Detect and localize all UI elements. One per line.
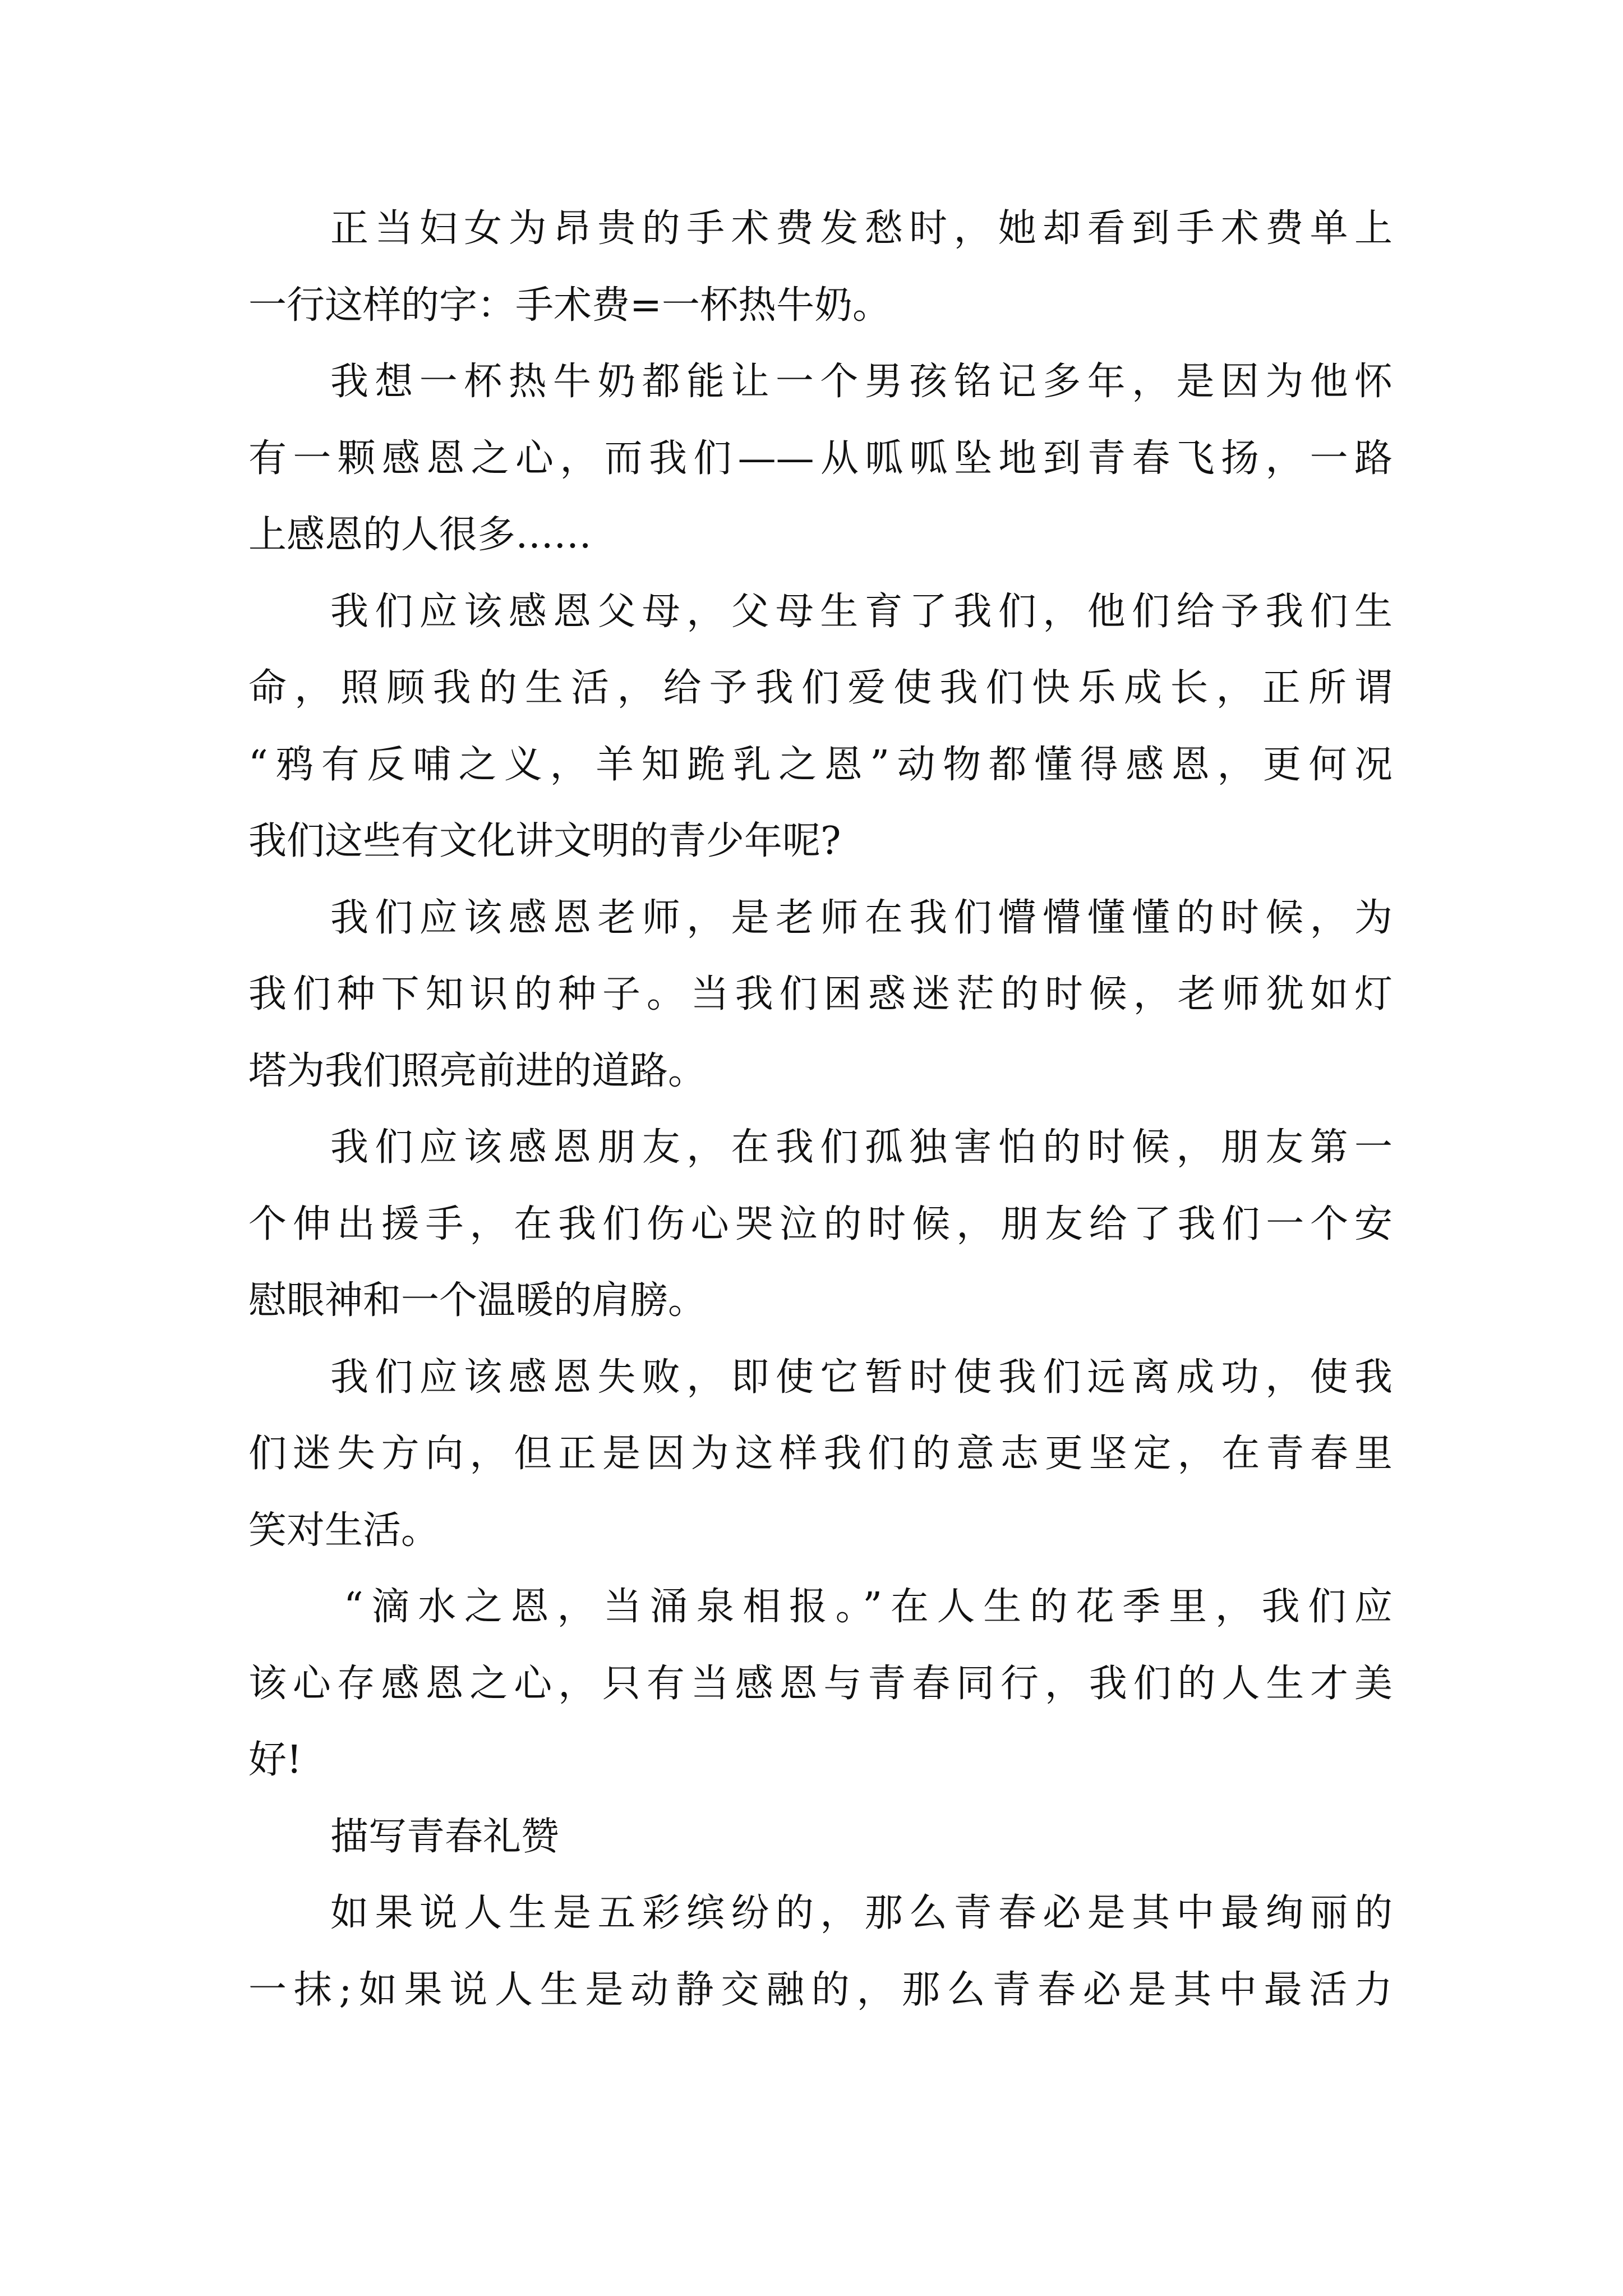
- section-heading: 描写青春礼赞: [330, 1814, 560, 1859]
- text-line: 有一颗感恩之心，而我们——从呱呱坠地到青春飞扬，一路: [248, 436, 1393, 481]
- text-line: 们迷失方向，但正是因为这样我们的意志更坚定，在青春里: [248, 1432, 1393, 1476]
- text-line: 如果说人生是五彩缤纷的，那么青春必是其中最绚丽的: [330, 1891, 1393, 1935]
- body-text: [248, 191, 1393, 2028]
- text-line: 我们种下知识的种子。当我们困惑迷茫的时候，老师犹如灯: [248, 972, 1393, 1016]
- text-line: 慰眼神和一个温暖的肩膀。: [248, 1278, 707, 1323]
- text-line: 我们应该感恩朋友，在我们孤独害怕的时候，朋友第一: [330, 1125, 1393, 1170]
- text-line: 我想一杯热牛奶都能让一个男孩铭记多年，是因为他怀: [330, 360, 1393, 404]
- text-line: 塔为我们照亮前进的道路。: [248, 1048, 707, 1093]
- text-line: 正当妇女为昂贵的手术费发愁时，她却看到手术费单上: [330, 206, 1393, 251]
- text-line: 笑对生活。: [248, 1508, 440, 1553]
- text-line: 我们这些有文化讲文明的青少年呢?: [248, 819, 841, 863]
- text-line: 上感恩的人很多……: [248, 513, 592, 557]
- text-line: 命，照顾我的生活，给予我们爱使我们快乐成长，正所谓: [248, 666, 1393, 710]
- text-line: 一行这样的字：手术费=一杯热牛奶。: [248, 283, 891, 328]
- text-line: “鸦有反哺之义，羊知跪乳之恩”动物都懂得感恩，更何况: [248, 742, 1393, 787]
- text-line: 该心存感恩之心，只有当感恩与青春同行，我们的人生才美: [248, 1661, 1393, 1706]
- text-line: 我们应该感恩失败，即使它暂时使我们远离成功，使我: [330, 1355, 1393, 1400]
- text-line: 一抹;如果说人生是动静交融的，那么青春必是其中最活力: [248, 1967, 1393, 2012]
- text-line: 好!: [248, 1738, 302, 1782]
- text-line: 我们应该感恩老师，是老师在我们懵懵懂懂的时候，为: [330, 895, 1393, 940]
- text-line: 我们应该感恩父母，父母生育了我们，他们给予我们生: [330, 589, 1393, 634]
- text-line: “滴水之恩，当涌泉相报。”在人生的花季里，我们应: [344, 1585, 1393, 1629]
- text-line: 个伸出援手，在我们伤心哭泣的时候，朋友给了我们一个安: [248, 1202, 1393, 1246]
